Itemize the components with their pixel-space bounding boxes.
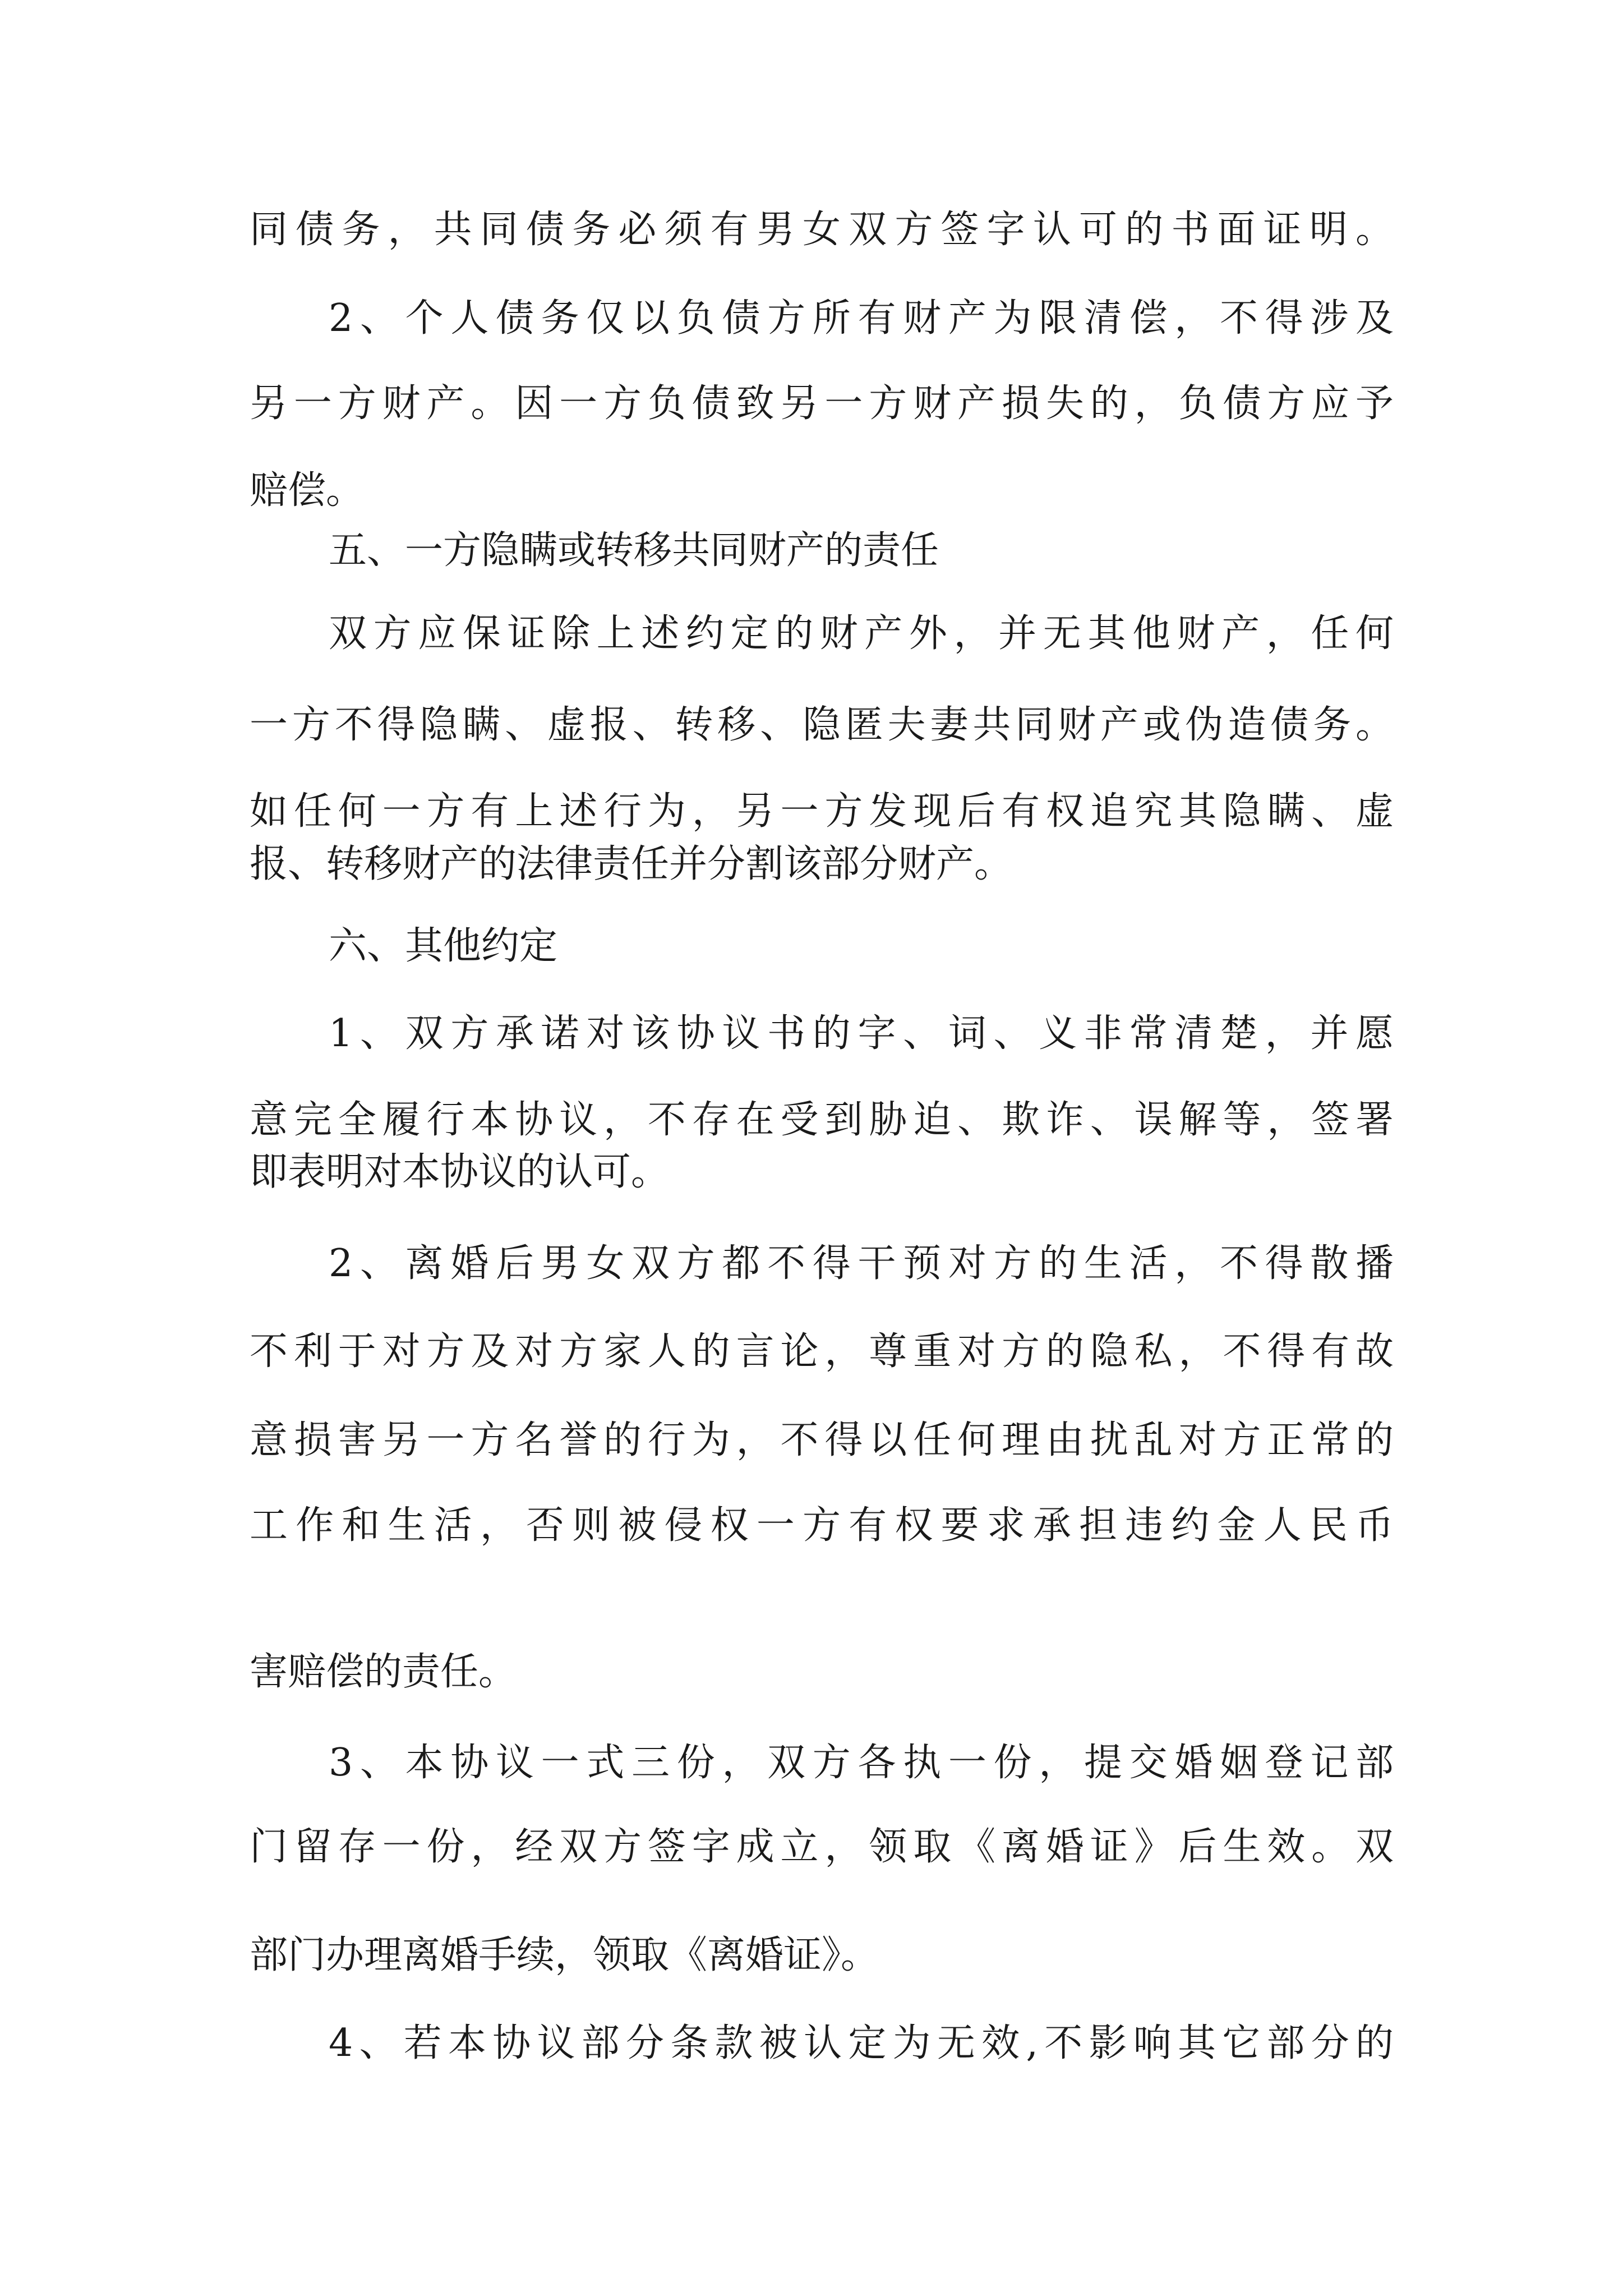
text-line: 害赔偿的责任。 — [250, 1650, 517, 1694]
section-heading: 五、一方隐瞒或转移共同财产的责任 — [329, 528, 939, 573]
text-line: 报、转移财产的法律责任并分割该部分财产。 — [250, 842, 1013, 886]
text-line: 一方不得隐瞒、虚报、转移、隐匿夫妻共同财产或伪造债务。 — [250, 703, 1394, 747]
text-line: 2、离婚后男女双方都不得干预对方的生活，不得散播 — [329, 1241, 1394, 1286]
text-line: 赔偿。 — [250, 468, 365, 513]
section-heading: 六、其他约定 — [329, 924, 558, 968]
text-line: 意损害另一方名誉的行为，不得以任何理由扰乱对方正常的 — [250, 1418, 1394, 1462]
text-line: 2、个人债务仅以负债方所有财产为限清偿，不得涉及 — [329, 296, 1394, 341]
text-line-with-blanks — [250, 1869, 1394, 1930]
text-line: 部门办理离婚手续，领取《离婚证》。 — [250, 1933, 879, 1977]
text-line: 3、本协议一式三份，双方各执一份，提交婚姻登记部 — [329, 1741, 1394, 1785]
text-line: 即表明对本协议的认可。 — [250, 1150, 670, 1194]
text-line: 不利于对方及对方家人的言论，尊重对方的隐私，不得有故 — [250, 1329, 1394, 1374]
text-line: 双方应保证除上述约定的财产外，并无其他财产，任何 — [329, 611, 1394, 656]
text-line: 意完全履行本协议，不存在受到胁迫、欺诈、误解等，签署 — [250, 1098, 1394, 1142]
text-line: 1、双方承诺对该协议书的字、词、义非常清楚，并愿 — [329, 1011, 1394, 1056]
text-line: 如任何一方有上述行为，另一方发现后有权追究其隐瞒、虚 — [250, 789, 1394, 834]
text-line: 另一方财产。因一方负债致另一方财产损失的，负债方应予 — [250, 381, 1394, 426]
text-line: 4、若本协议部分条款被认定为无效,不影响其它部分的 — [329, 2021, 1394, 2065]
text-line: 门留存一份，经双方签字成立，领取《离婚证》后生效。双 — [250, 1825, 1394, 1869]
text-line: 同债务，共同债务必须有男女双方签字认可的书面证明。 — [250, 208, 1394, 252]
text-line-with-blanks — [250, 1556, 1394, 1617]
text-line: 工作和生活，否则被侵权一方有权要求承担违约金人民币 — [250, 1503, 1394, 1548]
